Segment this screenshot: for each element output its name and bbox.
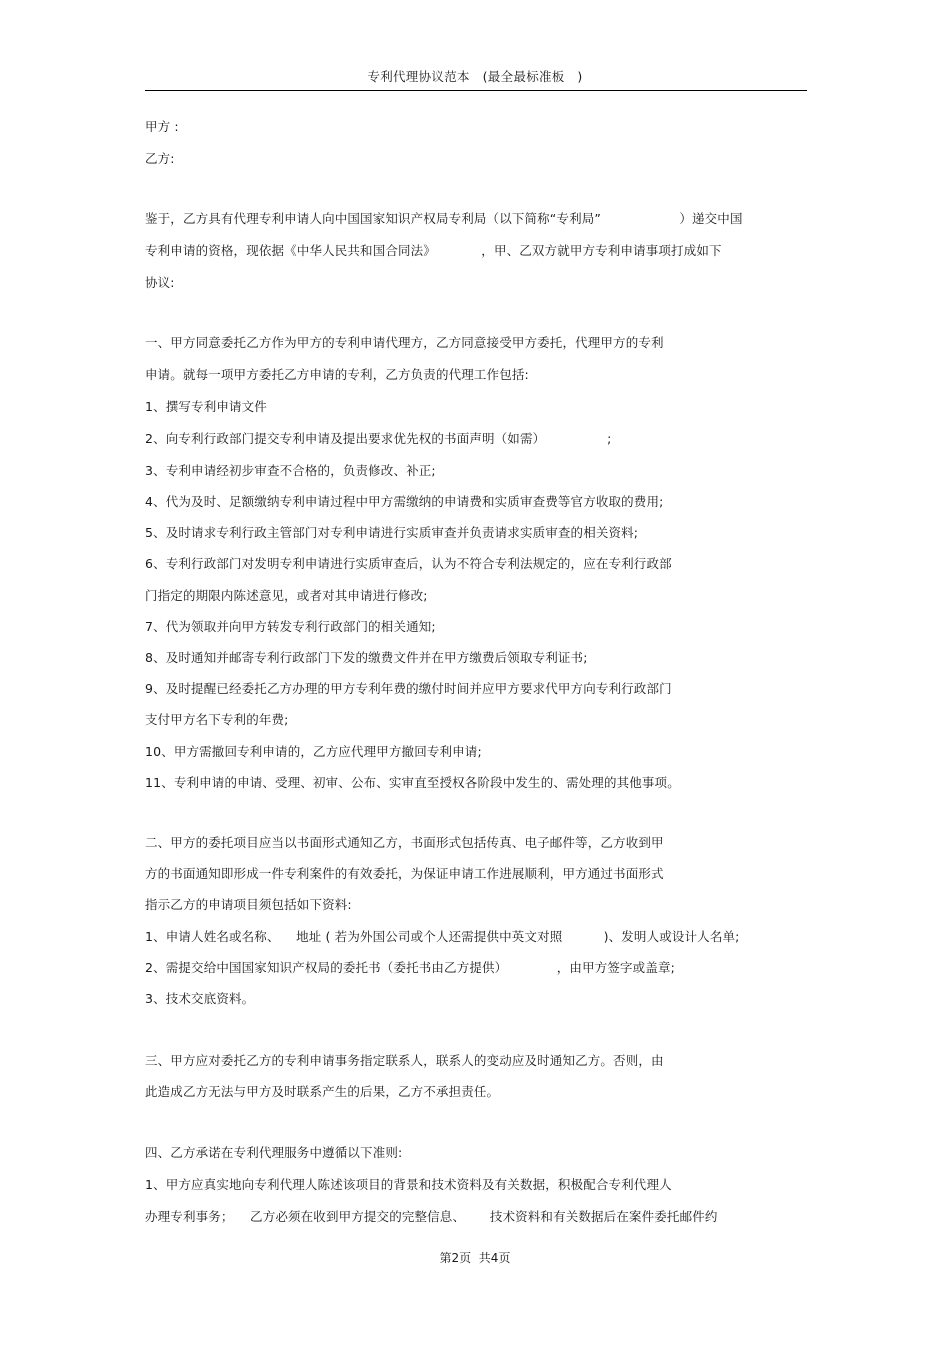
body-line: 1、撰写专利申请文件	[145, 399, 267, 414]
body-line: 支付甲方名下专利的年费;	[145, 712, 289, 727]
body-line: 2、向专利行政部门提交专利申请及提出要求优先权的书面声明（如需） ;	[145, 431, 612, 446]
page-number-footer: 第2页 共4页	[439, 1251, 511, 1265]
body-line: 5、及时请求专利行政主管部门对专利申请进行实质审查并负责请求实质审查的相关资料;	[145, 525, 639, 540]
body-line: 7、代为领取并向甲方转发专利行政部门的相关通知;	[145, 619, 436, 634]
body-line: 此造成乙方无法与甲方及时联系产生的后果，乙方不承担责任。	[145, 1084, 500, 1099]
body-line: 协议:	[145, 275, 175, 290]
body-line: 9、及时提醒已经委托乙方办理的甲方专利年费的缴付时间并应甲方要求代甲方向专利行政部门	[145, 681, 672, 696]
body-line: 申请。就每一项甲方委托乙方申请的专利，乙方负责的代理工作包括:	[145, 367, 529, 382]
body-line: 鉴于，乙方具有代理专利申请人向中国国家知识产权局专利局（以下简称“专利局” ）递交中国	[145, 211, 743, 226]
body-line: 2、需提交给中国国家知识产权局的委托书（委托书由乙方提供） ，由甲方签字或盖章;	[145, 960, 675, 975]
body-line: 4、代为及时、足额缴纳专利申请过程中甲方需缴纳的申请费和实质审查费等官方收取的费用;	[145, 494, 664, 509]
body-line: 专利申请的资格，现依据《中华人民共和国合同法》 ，甲、乙双方就甲方专利申请事项打成如下	[145, 243, 722, 258]
body-line: 二、甲方的委托项目应当以书面形式通知乙方，书面形式包括传真、电子邮件等，乙方收到甲	[145, 835, 664, 850]
body-line: 1、甲方应真实地向专利代理人陈述该项目的背景和技术资料及有关数据，积极配合专利代理人	[145, 1177, 672, 1192]
body-line: 方的书面通知即形成一件专利案件的有效委托，为保证申请工作进展顺利，甲方通过书面形式	[145, 866, 664, 881]
body-line: 8、及时通知并邮寄专利行政部门下发的缴费文件并在甲方缴费后领取专利证书;	[145, 650, 588, 665]
body-line: 10、甲方需撤回专利申请的，乙方应代理甲方撤回专利申请;	[145, 744, 482, 759]
header-divider	[145, 90, 807, 91]
body-line: 3、专利申请经初步审查不合格的，负责修改、补正;	[145, 463, 436, 478]
body-line: 一、甲方同意委托乙方作为甲方的专利申请代理方，乙方同意接受甲方委托，代理甲方的专利	[145, 335, 664, 350]
document-header-title: 专利代理协议范本 (最全最标准板 )	[367, 69, 583, 84]
body-line: 甲方 :	[145, 119, 179, 134]
body-line: 办理专利事务； 乙方必须在收到甲方提交的完整信息、 技术资料和有关数据后在案件委托邮件约	[145, 1209, 718, 1224]
body-line: 11、专利申请的申请、受理、初审、公布、实审直至授权各阶段中发生的、需处理的其他事项。	[145, 775, 680, 790]
body-line: 三、甲方应对委托乙方的专利申请事务指定联系人，联系人的变动应及时通知乙方。否则，由	[145, 1053, 664, 1068]
body-line: 6、专利行政部门对发明专利申请进行实质审查后，认为不符合专利法规定的，应在专利行政部	[145, 556, 672, 571]
body-line: 乙方:	[145, 151, 175, 166]
body-line: 1、申请人姓名或名称、 地址 ( 若为外国公司或个人还需提供中英文对照 )、发明人或设计人名单;	[145, 929, 740, 944]
body-line: 指示乙方的申请项目须包括如下资料:	[145, 897, 352, 912]
body-line: 3、技术交底资料。	[145, 991, 255, 1006]
body-line: 门指定的期限内陈述意见，或者对其申请进行修改;	[145, 588, 428, 603]
body-line: 四、乙方承诺在专利代理服务中遵循以下准则:	[145, 1145, 403, 1160]
